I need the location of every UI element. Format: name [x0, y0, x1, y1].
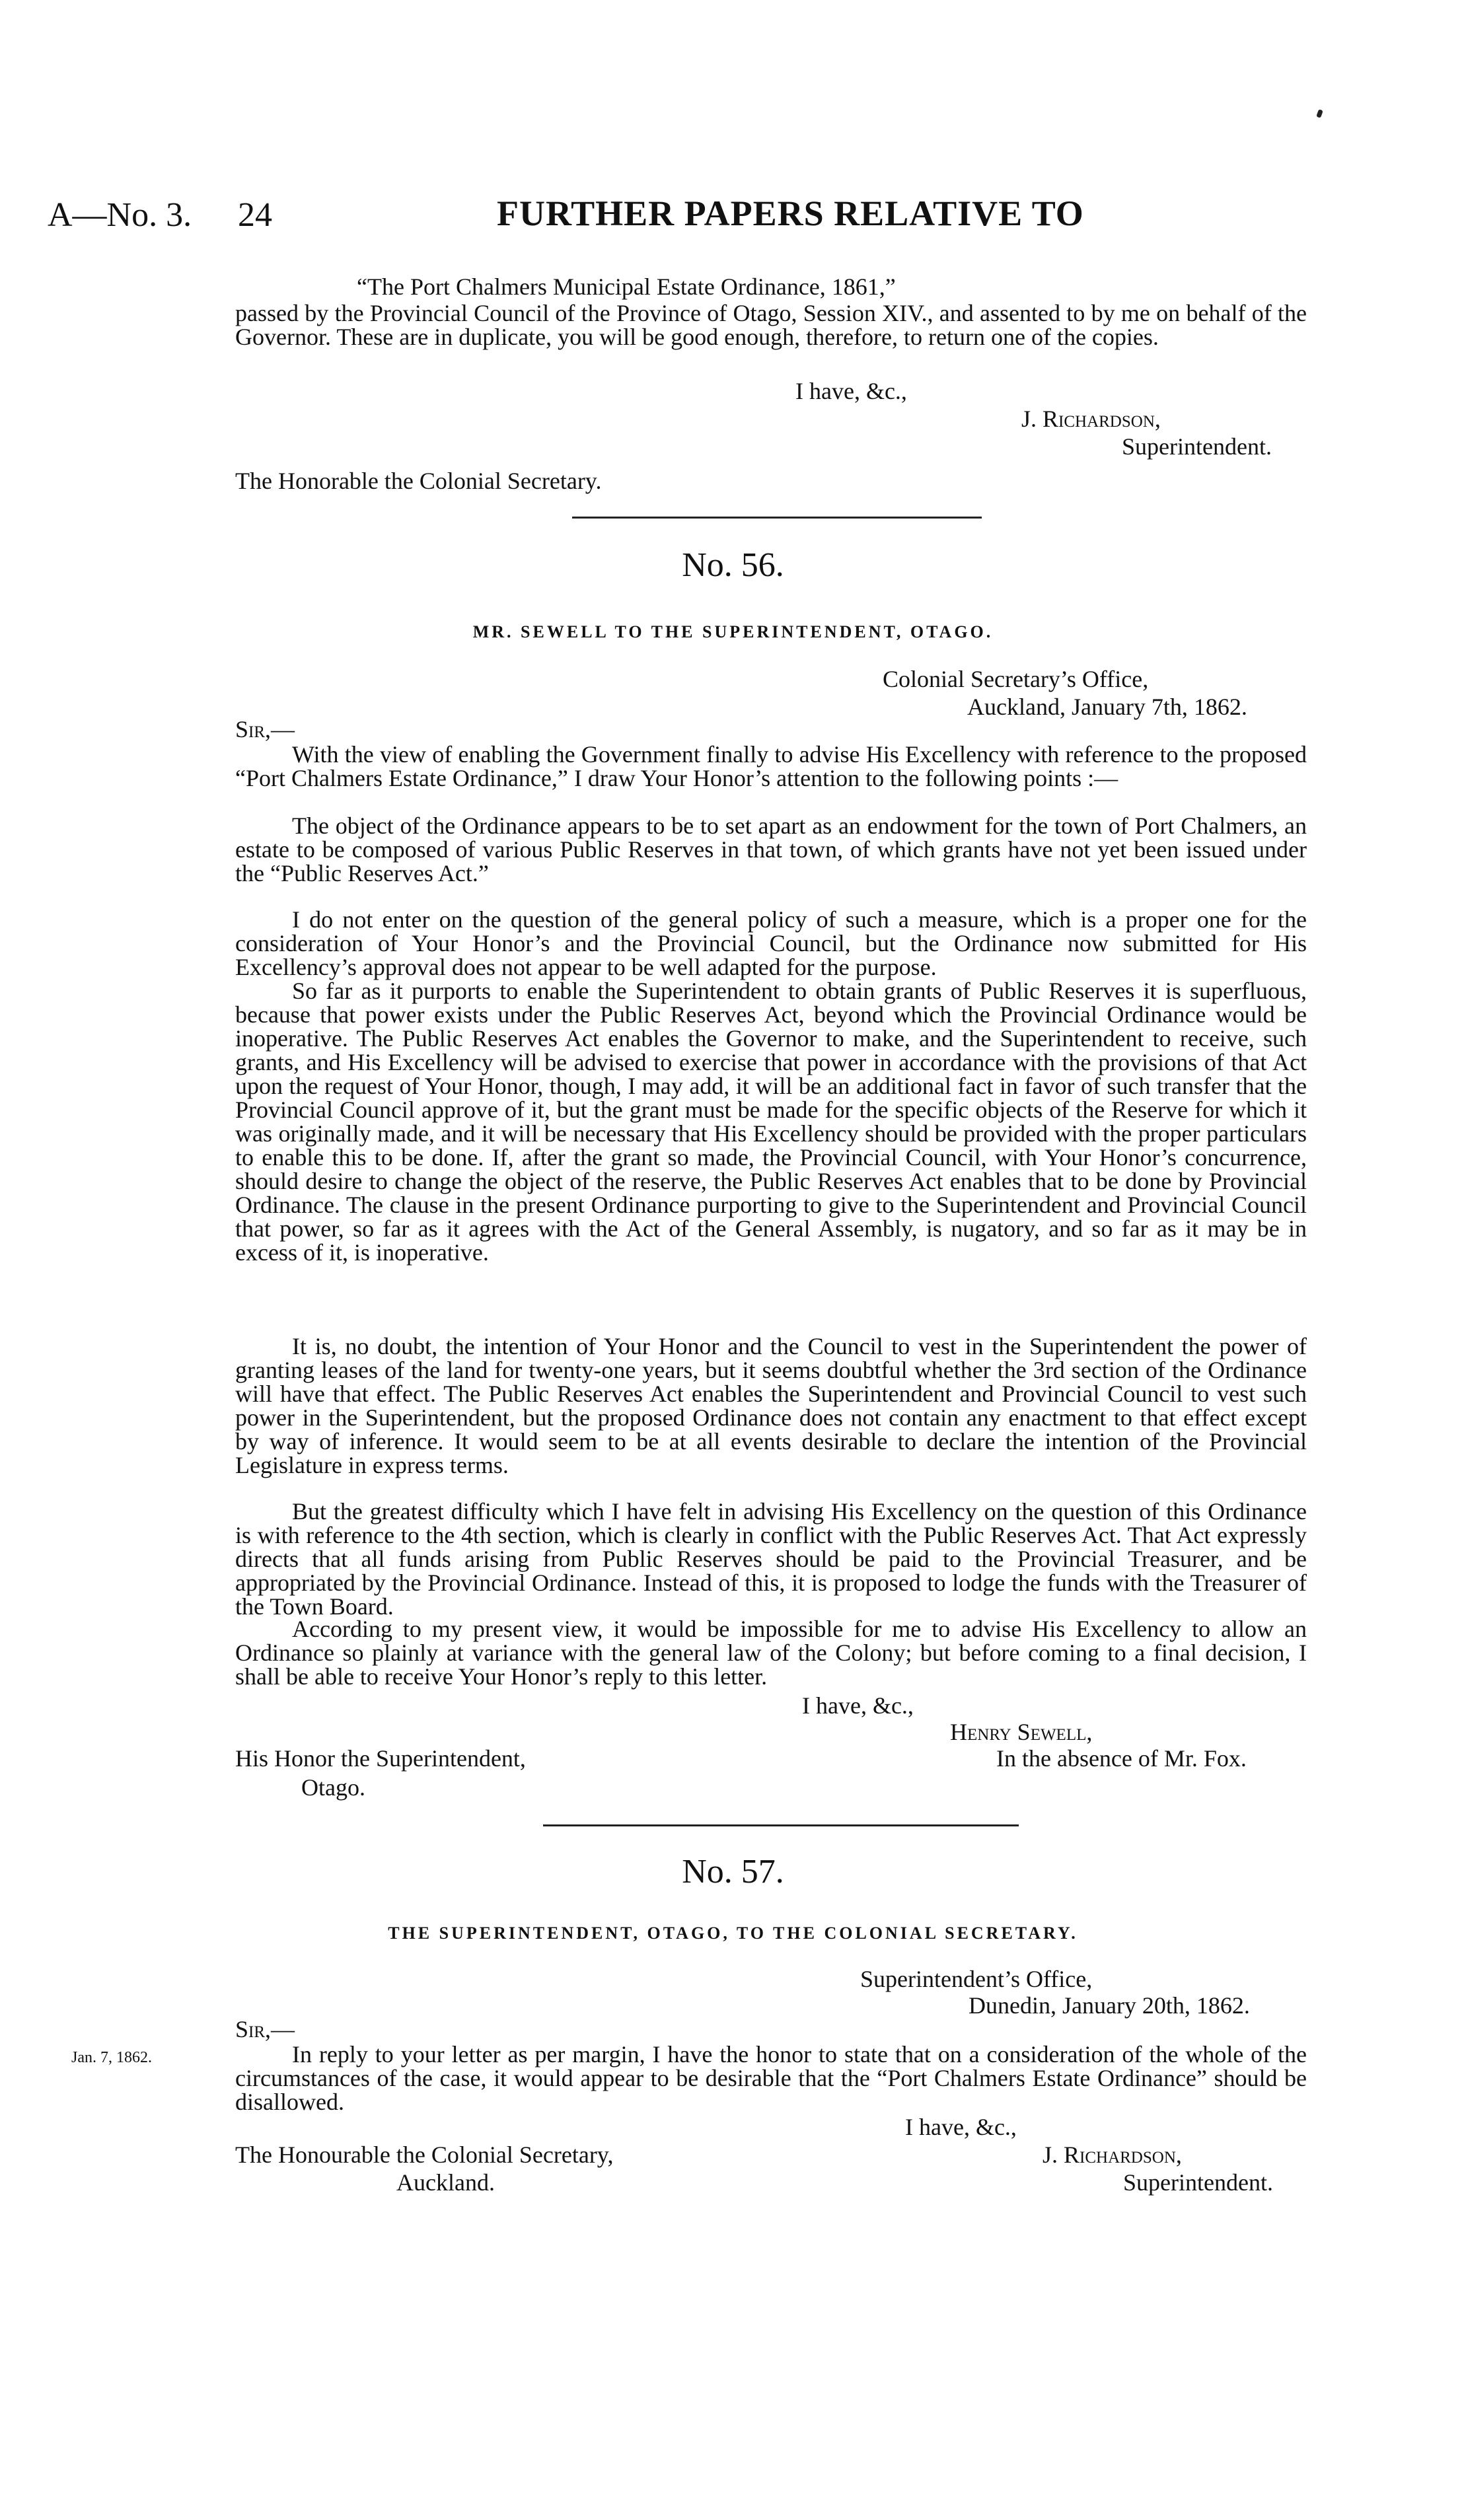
letter57-addressee-place: Auckland.: [396, 2169, 495, 2196]
page-number: 24: [238, 196, 272, 234]
letter56-signer-note: In the absence of Mr. Fox.: [996, 1745, 1247, 1772]
letter56-paragraph: I do not enter on the question of the general policy of such a measure, which is a proper one for the consideration of Your Honor’s and the Provincial Council, but the Ordinance now submitted for His Excellency’s approval does not appear to be well adapted for the purpose.: [235, 906, 1307, 980]
margin-note: Jan. 7, 1862.: [71, 2049, 152, 2066]
document-reference: A—No. 3.: [48, 196, 192, 234]
letter56-place-date: Auckland, January 7th, 1862.: [967, 694, 1247, 720]
letter57-paragraph: In reply to your letter as per margin, I have the honor to state that on a consideration of the whole of the circumstances of the case, it would appear to be desirable that the “Port Chalmers Estate Ordinance” should be disallowed.: [235, 2041, 1307, 2115]
letter56-paragraph: So far as it purports to enable the Superintendent to obtain grants of Public Reserves it is superfluous, because that power exists under the Public Reserves Act, beyond which the Provincial Ordinance would be inoperative. The Public Reserves Act enables the Governor to make, and the Superintendent to receive, such grants, and His Excellency will be advised to exercise that power in accordance with the provisions of that Act upon the request of Your Honor, though, I may add, it will be an additional fact in favor of such transfer that the Provincial Council approve of it, but the grant must be made for the specific objects of the Reserve for which it was originally made, and it will be necessary that His Excellency should be provided with the proper particulars to enable this to be done. If, after the grant so made, the Provincial Council, with Your Honor’s concurrence, should desire to change the object of the reserve, the Public Reserves Act enables that to be done by Provincial Ordinance. The clause in the present Ordinance purporting to give to the Superintendent and Provincial Council that power, so far as it agrees with the Act of the General Assembly, is nugatory, and so far as it may be in excess of it, is inoperative.: [235, 978, 1307, 1266]
letter56-closing: I have, &c.,: [802, 1692, 914, 1719]
letter56-paragraph: But the greatest difficulty which I have felt in advising His Excellency on the question of this Ordinance is with reference to the 4th section, which is clearly in conflict with the Public Reserves Act. That Act expressly directs that all funds arising from Public Reserves should be paid to the Provincial Treasurer, and be appropriated by the Provincial Ordinance. Instead of this, it is proposed to lodge the funds with the Treasurer of the Town Board.: [235, 1498, 1307, 1620]
letter55-closing: I have, &c.,: [795, 378, 907, 404]
letter57-addressee: The Honourable the Colonial Secretary,: [235, 2142, 614, 2168]
running-title: FURTHER PAPERS RELATIVE TO: [497, 194, 1084, 233]
letter56-paragraph: According to my present view, it would be impossible for me to advise His Excellency to allow an Ordinance so plainly at variance with the general law of the Colony; but before coming to a final decision, I shall be able to receive Your Honor’s reply to this letter.: [235, 1616, 1307, 1690]
letter56-addressee: His Honor the Superintendent,: [235, 1745, 526, 1772]
ordinance-title-line: “The Port Chalmers Municipal Estate Ordinance, 1861,”: [357, 273, 896, 300]
ink-mark: [1316, 109, 1323, 118]
letter57-number: No. 57.: [682, 1853, 784, 1890]
letter57-place-date: Dunedin, January 20th, 1862.: [969, 1992, 1250, 2019]
letter55-signer-title: Superintendent.: [1122, 433, 1272, 460]
letter56-addressee-place: Otago.: [301, 1774, 365, 1801]
letter57-signer: J. Richardson,: [1043, 2142, 1182, 2168]
letter56-paragraph: It is, no doubt, the intention of Your Honor and the Council to vest in the Superintendent the power of granting leases of the land for twenty-one years, but it seems doubtful whether the 3rd section of the Ordinance will have that effect. The Public Reserves Act enables the Superintendent and Provincial Council to vest such power in the Superintendent, but the proposed Ordinance does not contain any enactment to that effect except by way of inference. It would seem to be at all events desirable to declare the intention of the Provincial Legislature in express terms.: [235, 1333, 1307, 1478]
letter55-body: passed by the Provincial Council of the Province of Otago, Session XIV., and assented to by me on behalf of the Governor. These are in duplicate, you will be good enough, therefore, to return one of the copies.: [235, 300, 1307, 350]
letter56-number: No. 56.: [682, 546, 784, 584]
letter57-closing: I have, &c.,: [905, 2114, 1017, 2140]
section-divider: [543, 1824, 1019, 1826]
letter56-paragraph: The object of the Ordinance appears to be to set apart as an endowment for the town of Port Chalmers, an estate to be composed of various Public Reserves in that town, of which grants have not yet been issued under the “Public Reserves Act.”: [235, 812, 1307, 886]
letter55-signer: J. Richardson,: [1021, 406, 1161, 432]
letter56-salutation: Sir,—: [235, 716, 295, 742]
letter56-paragraph: With the view of enabling the Government finally to advise His Excellency with reference to the proposed “Port Chalmers Estate Ordinance,” I draw Your Honor’s attention to the following points :—: [235, 741, 1307, 791]
letter57-office: Superintendent’s Office,: [860, 1966, 1093, 1992]
letter55-addressee: The Honorable the Colonial Secretary.: [235, 468, 602, 494]
letter56-signer: Henry Sewell,: [950, 1719, 1093, 1745]
section-divider: [572, 517, 982, 519]
letter57-signer-title: Superintendent.: [1123, 2169, 1273, 2196]
letter56-office: Colonial Secretary’s Office,: [883, 666, 1149, 692]
letter56-heading: MR. SEWELL TO THE SUPERINTENDENT, OTAGO.: [472, 622, 994, 641]
letter57-salutation: Sir,—: [235, 2016, 295, 2042]
letter57-heading: THE SUPERINTENDENT, OTAGO, TO THE COLONIAL SECRETARY.: [388, 1924, 1078, 1943]
